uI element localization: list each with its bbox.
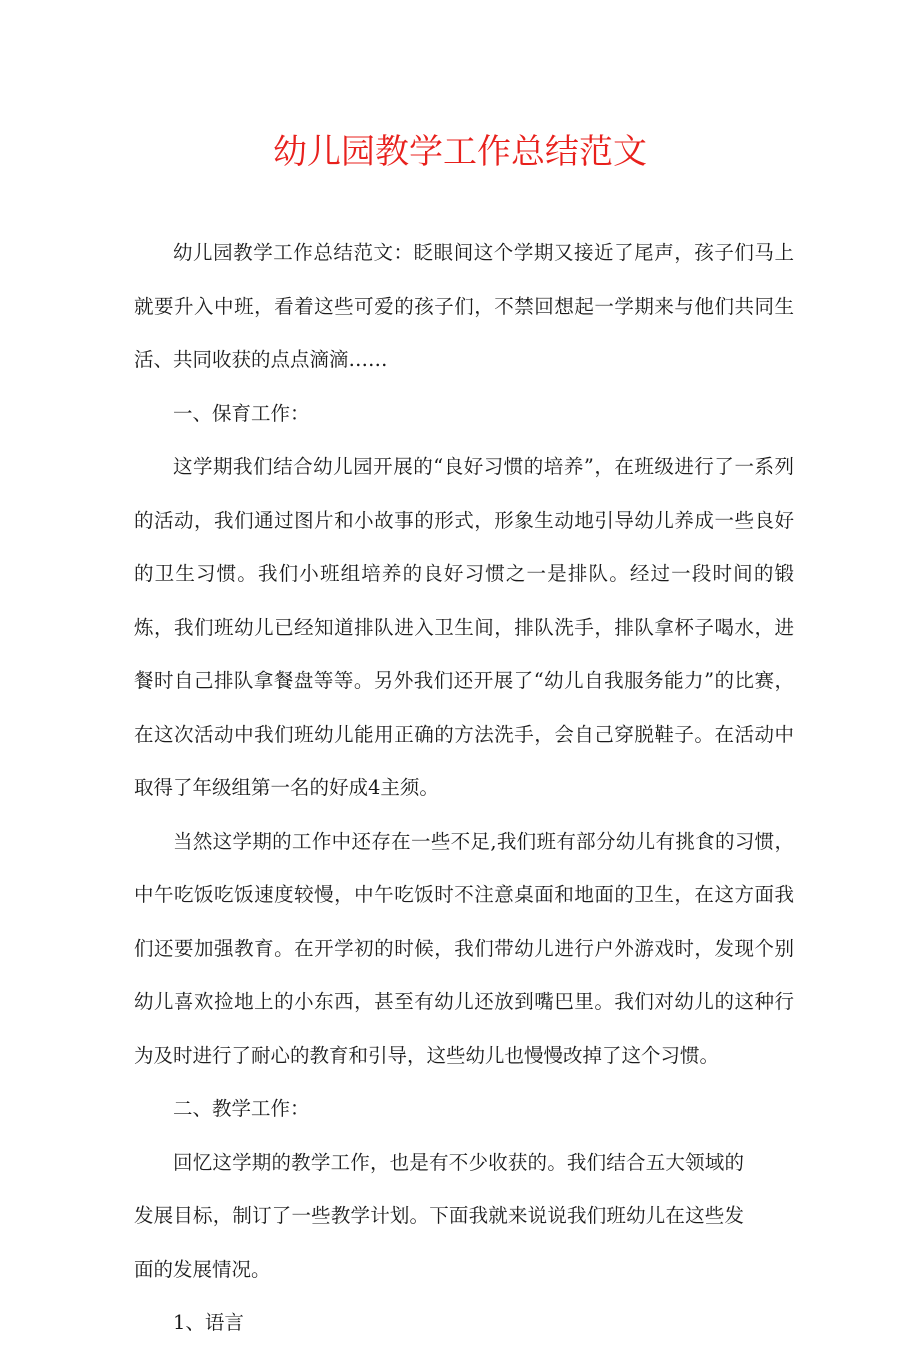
subsection-heading-language: 1、语言 [173,1311,244,1334]
care-paragraph: 这学期我们结合幼儿园开展的“良好习惯的培养”，在班级进行了一系列的活动，我们通过图片和小故事的形式，形象生动地引导幼儿养成一些良好的卫生习惯。我们小班组培养的良好习惯之一是排队。经过一段时间的锻炼，我们班幼儿已经知道排队进入卫生间，排队洗手，排队拿杯子喝水，进餐时自己排队拿餐盘等等。另外我们还开展了“幼儿自我服务能力”的比赛，在这次活动中我们班幼儿能用正确的方法洗手，会自己穿脱鞋子。在活动中取得了年级组第一名的好成4主须。 [134,455,794,799]
shortcomings-paragraph: 当然这学期的工作中还存在一些不足,我们班有部分幼儿有挑食的习惯，中午吃饭吃饭速度较慢，中午吃饭时不注意桌面和地面的卫生，在这方面我们还要加强教育。在开学初的时候，我们带幼儿进行户外游戏时，发现个别幼儿喜欢捡地上的小东西，甚至有幼儿还放到嘴巴里。我们对幼儿的这种行为及时进行了耐心的教育和引导，这些幼儿也慢慢改掉了这个习惯。 [134,829,794,1067]
section-heading-teaching: 二、教学工作： [173,1097,310,1120]
intro-paragraph: 幼儿园教学工作总结范文：眨眼间这个学期又接近了尾声，孩子们马上就要升入中班，看着这些可爱的孩子们，不禁回想起一学期来与他们共同生活、共同收获的点点滴滴…… [134,241,794,371]
document-body [134,226,794,1350]
section-heading-care: 一、保育工作： [173,401,310,425]
teaching-paragraph: 回忆这学期的教学工作，也是有不少收获的。我们结合五大领域的发展目标，制订了一些教学计划。下面我就来说说我们班幼儿在这些发面的发展情况。 [134,1150,744,1281]
document-title: 幼儿园教学工作总结范文 [273,132,647,172]
